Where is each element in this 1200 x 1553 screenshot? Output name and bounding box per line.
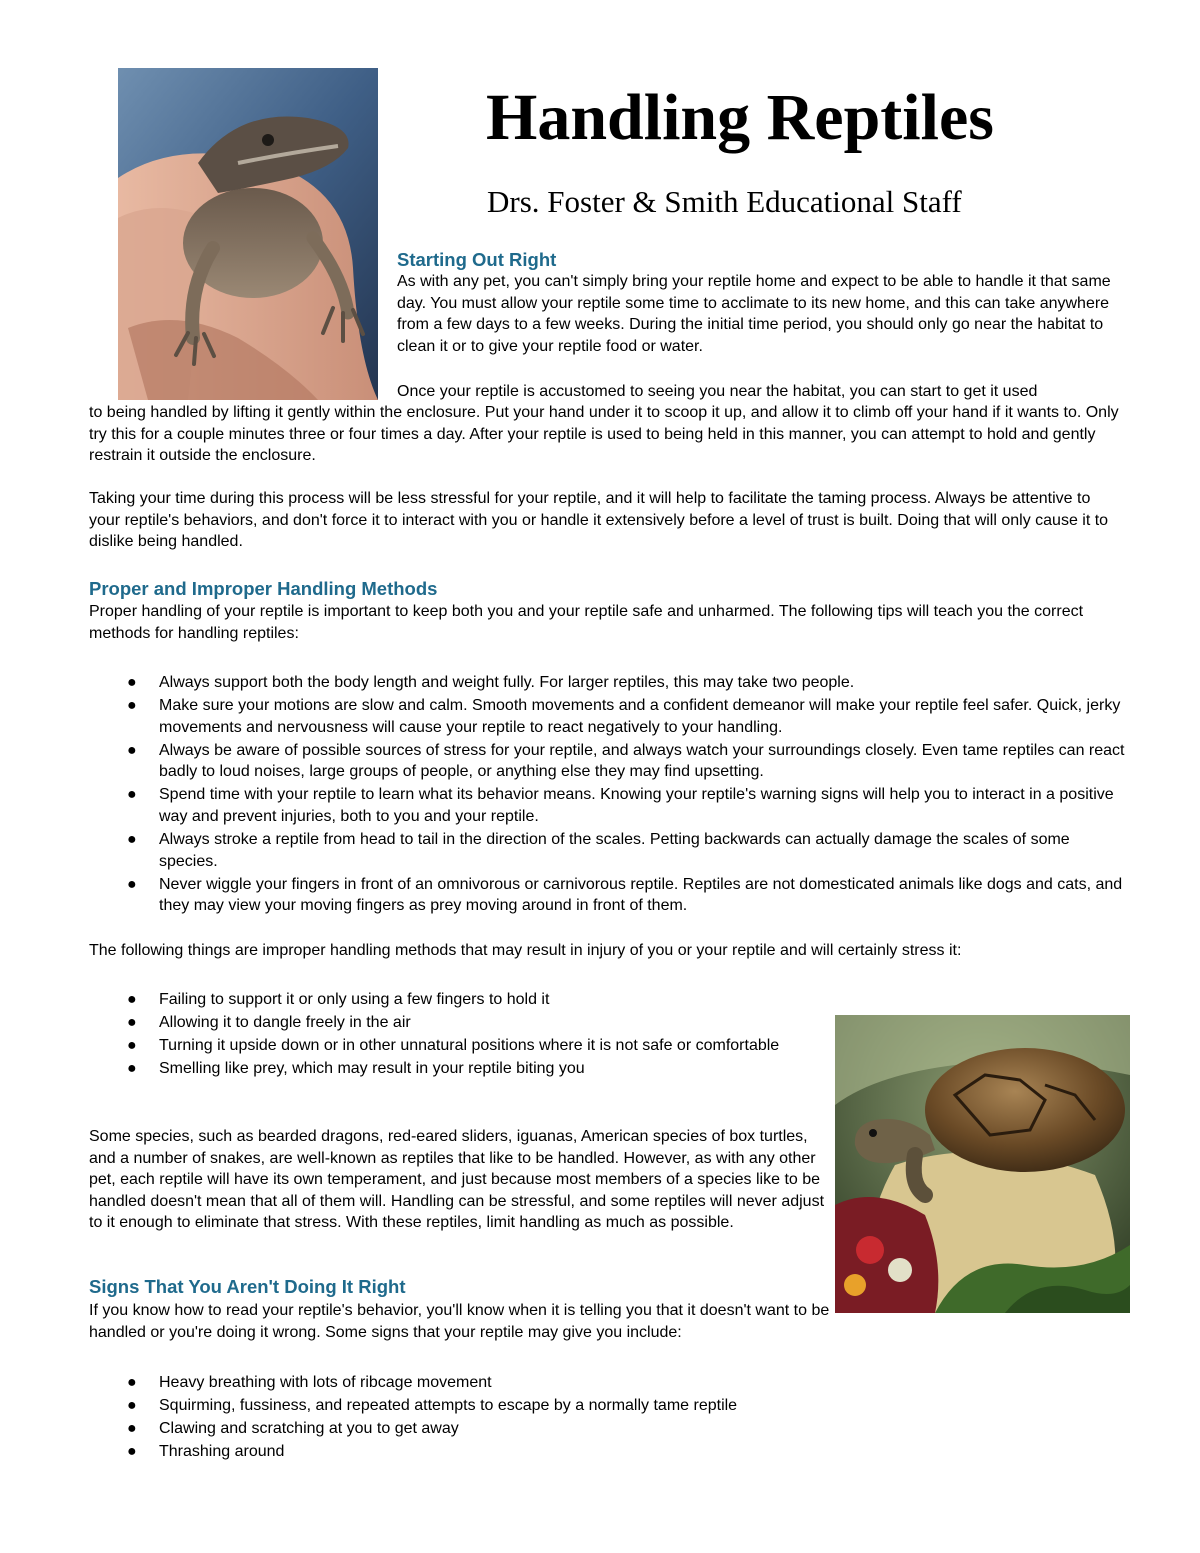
heading-handling-methods: Proper and Improper Handling Methods bbox=[89, 578, 438, 599]
lizard-photo bbox=[118, 68, 378, 400]
list-item bbox=[89, 1035, 789, 1057]
list-item-text: Turning it upside down or in other unnatural positions where it is not safe or comfortable bbox=[159, 1037, 780, 1055]
bullet-icon: ● bbox=[127, 1060, 137, 1078]
warning-signs-list bbox=[89, 1372, 1089, 1464]
paragraph-species: Some species, such as bearded dragons, red-eared sliders, iguanas, American species of box turtles, and a number of snakes, are well-known as reptiles that like to be handled. However, as with any other pet, each reptile will have its own temperament, and just because most members of a species like to be handled doesn't mean that all of them will. Handling can be stressful, and some reptiles will never adjust to it enough to eliminate that stress. With these reptiles, limit handling as much as possible. bbox=[89, 1128, 825, 1232]
document-subtitle: Drs. Foster & Smith Educational Staff bbox=[487, 184, 962, 219]
paragraph-accustomed: to being handled by lifting it gently within the enclosure. Put your hand under it to scoop it up, and allow it to climb off your hand if it wants to. Only try this for a couple minutes three or four times a day. After your reptile is used to being held in this manner, you can attempt to hold and gently restrain it outside the enclosure. bbox=[89, 404, 1119, 465]
list-item bbox=[89, 874, 1129, 917]
bullet-icon: ● bbox=[127, 1397, 137, 1415]
bullet-icon: ● bbox=[127, 786, 137, 804]
list-item bbox=[89, 784, 1129, 827]
bullet-icon: ● bbox=[127, 1374, 137, 1391]
heading-signs: Signs That You Aren't Doing It Right bbox=[89, 1276, 406, 1297]
paragraph-signs-intro: If you know how to read your reptile's behavior, you'll know when it is telling you that it doesn't want to be handled or you're doing it wrong. Some signs that your reptile may give you include: bbox=[89, 1302, 830, 1341]
list-item-text: Failing to support it or only using a few fingers to hold it bbox=[159, 991, 550, 1008]
bullet-icon: ● bbox=[127, 1037, 137, 1055]
bullet-icon: ● bbox=[127, 1420, 137, 1438]
list-item-text: Heavy breathing with lots of ribcage movement bbox=[159, 1374, 492, 1391]
list-item bbox=[89, 740, 1129, 783]
list-item bbox=[89, 672, 1129, 694]
list-item bbox=[89, 1441, 1089, 1463]
improper-handling-list bbox=[89, 989, 789, 1081]
heading-starting-out-right: Starting Out Right bbox=[397, 249, 557, 270]
list-item-text: Smelling like prey, which may result in your reptile biting you bbox=[159, 1060, 585, 1078]
list-item bbox=[89, 695, 1129, 738]
list-item-text: Always stroke a reptile from head to tail in the direction of the scales. Petting backwards can actually damage the scales of some species. bbox=[159, 831, 1070, 870]
tortoise-photo bbox=[835, 1015, 1130, 1313]
list-item bbox=[89, 829, 1129, 872]
list-item-text: Thrashing around bbox=[159, 1443, 285, 1461]
list-item bbox=[89, 1058, 789, 1080]
document-title: Handling Reptiles bbox=[486, 81, 994, 154]
list-item-text: Squirming, fussiness, and repeated attempts to escape by a normally tame reptile bbox=[159, 1397, 738, 1415]
list-item-text: Never wiggle your fingers in front of an omnivorous or carnivorous reptile. Reptiles are not domesticated animals like dogs and cats, and they may view your moving fingers as prey moving around in front of them. bbox=[159, 875, 1123, 915]
bullet-icon: ● bbox=[127, 674, 137, 691]
list-item-text: Clawing and scratching at you to get away bbox=[159, 1420, 459, 1438]
bullet-icon: ● bbox=[127, 1014, 137, 1032]
bullet-icon: ● bbox=[127, 991, 137, 1008]
paragraph-acclimate: As with any pet, you can't simply bring your reptile home and expect to be able to handle it that same day. You must allow your reptile some time to acclimate to its new home, and this can take anywhere from a few days to a few weeks. During the initial time period, you should only go near the habitat to clean it or to give your reptile food or water. bbox=[397, 273, 1111, 355]
proper-handling-list bbox=[89, 672, 1129, 919]
paragraph-accustomed-line1: Once your reptile is accustomed to seeing you near the habitat, you can start to get it used bbox=[397, 383, 1038, 400]
list-item-text: Spend time with your reptile to learn what its behavior means. Knowing your reptile's warning signs will help you to interact in a positive way and prevent injuries, both to you and your reptile. bbox=[159, 786, 1114, 826]
bullet-icon: ● bbox=[127, 831, 137, 849]
paragraph-proper-intro: Proper handling of your reptile is important to keep both you and your reptile safe and unharmed. The following tips will teach you the correct methods for handling reptiles: bbox=[89, 603, 1084, 642]
list-item-text: Make sure your motions are slow and calm. Smooth movements and a confident demeanor will make your reptile feel safer. Quick, jerky movements and nervousness will cause your reptile to react negatively to your handling. bbox=[159, 697, 1121, 736]
paragraph-improper-intro: The following things are improper handling methods that may result in injury of you or your reptile and will certainly stress it: bbox=[89, 942, 962, 959]
list-item-text: Always support both the body length and weight fully. For larger reptiles, this may take two people. bbox=[159, 674, 855, 691]
list-item bbox=[89, 1012, 789, 1034]
bullet-icon: ● bbox=[127, 741, 137, 759]
bullet-icon: ● bbox=[127, 875, 137, 893]
list-item bbox=[89, 1372, 1089, 1394]
list-item bbox=[89, 1418, 1089, 1440]
list-item bbox=[89, 1395, 1089, 1417]
paragraph-taking-time: Taking your time during this process will be less stressful for your reptile, and it will help to facilitate the taming process. Always be attentive to your reptile's behaviors, and don't force it to interact with you or handle it extensively before a level of trust is built. Doing that will only cause it to dislike being handled. bbox=[89, 490, 1109, 551]
bullet-icon: ● bbox=[127, 1443, 137, 1461]
list-item-text: Always be aware of possible sources of stress for your reptile, and always watch your surroundings closely. Even tame reptiles can react badly to loud noises, large groups of people, or anything else they may find upsetting. bbox=[159, 741, 1125, 781]
bullet-icon: ● bbox=[127, 697, 137, 715]
list-item-text: Allowing it to dangle freely in the air bbox=[159, 1014, 411, 1032]
list-item bbox=[89, 989, 789, 1011]
